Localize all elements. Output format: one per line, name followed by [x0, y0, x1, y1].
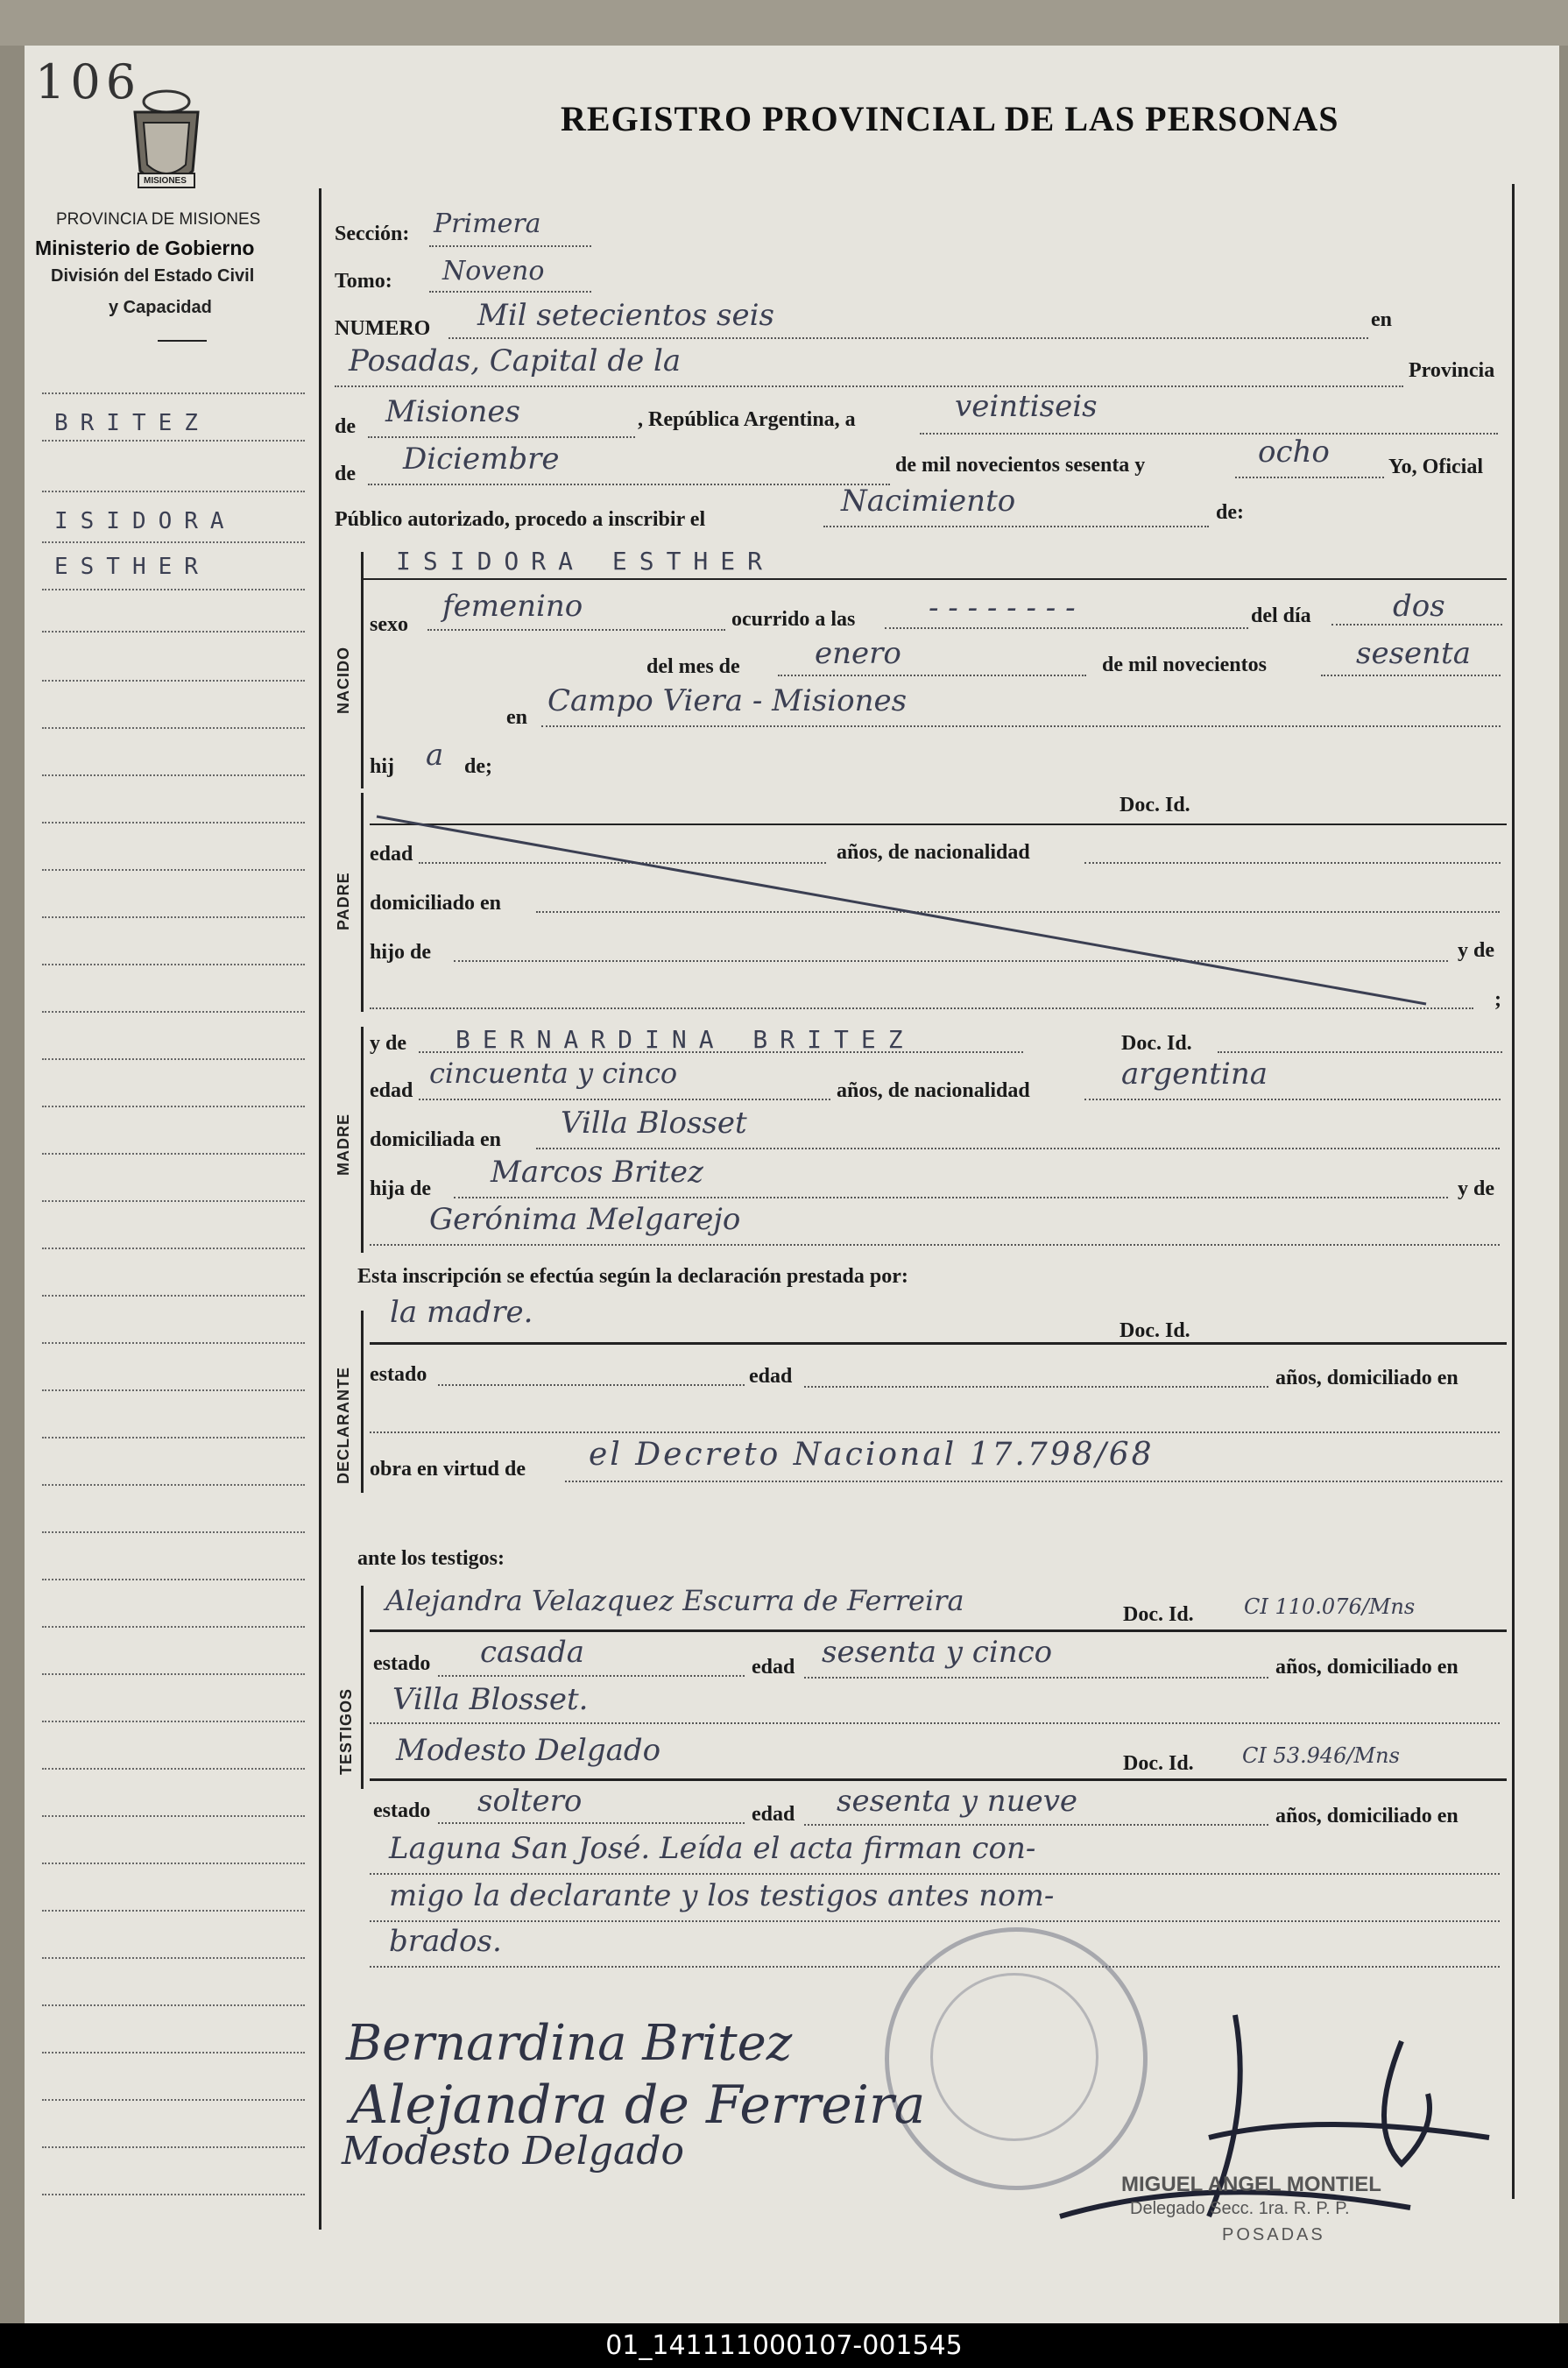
value-dia: dos [1393, 589, 1445, 624]
side-label-padre: PADRE [335, 872, 352, 930]
margin-line [42, 1248, 305, 1249]
value-madre-nombre: BERNARDINA BRITEZ [456, 1025, 915, 1054]
margin-line [42, 1910, 305, 1912]
label-del-mes: del mes de [646, 655, 740, 678]
section-rule [361, 1586, 364, 1789]
value-mes-acta: Diciembre [403, 442, 560, 477]
label-dom-declarante: años, domiciliado en [1275, 1367, 1459, 1389]
agency-capacity: y Capacidad [109, 298, 212, 317]
margin-line [42, 1106, 305, 1107]
label-doc-declarante: Doc. Id. [1119, 1319, 1190, 1342]
line-obra [565, 1481, 1502, 1482]
label-semicolon: ; [1494, 988, 1501, 1011]
line-dom-declarante [370, 1431, 1500, 1433]
label-provincia: Provincia [1409, 359, 1495, 382]
label-doc-testigo1: Doc. Id. [1123, 1603, 1194, 1626]
line-estado-declarante [438, 1384, 745, 1386]
value-seccion: Primera [434, 209, 541, 239]
section-rule [361, 1027, 364, 1253]
label-sexo: sexo [370, 613, 408, 636]
value-testigo1-edad: sesenta y cinco [822, 1635, 1053, 1670]
side-label-nacido: NACIDO [335, 647, 352, 714]
margin-line [42, 2052, 305, 2053]
label-del-dia: del día [1251, 604, 1311, 627]
margin-line [42, 1863, 305, 1864]
margin-given-1: ISIDORA [54, 508, 237, 534]
line-testigo2 [370, 1778, 1507, 1781]
margin-line [42, 1153, 305, 1155]
margin-line [42, 1389, 305, 1391]
value-testigo1-doc: CI 110.076/Mns [1244, 1594, 1416, 1619]
label-dom-testigo2: años, domiciliado en [1275, 1805, 1459, 1827]
label-estado-declarante: estado [370, 1363, 427, 1386]
label-edad-padre: edad [370, 843, 413, 866]
label-edad-testigo1: edad [752, 1656, 795, 1679]
official-place: POSADAS [1222, 2225, 1325, 2244]
side-label-declarante: DECLARANTE [335, 1367, 352, 1484]
value-madre-madre: Gerónima Melgarejo [429, 1202, 741, 1237]
value-tomo: Noveno [442, 256, 545, 286]
label-hija-de: hija de [370, 1177, 432, 1200]
page-title: REGISTRO PROVINCIAL DE LAS PERSONAS [561, 99, 1339, 138]
value-madre-dom: Villa Blosset [561, 1106, 747, 1141]
agency-division: División del Estado Civil [51, 266, 255, 286]
value-madre-edad: cincuenta y cinco [429, 1057, 678, 1090]
value-hora: - - - - - - - - [929, 590, 1076, 626]
label-edad-testigo2: edad [752, 1803, 795, 1826]
value-declarante: la madre. [390, 1295, 533, 1330]
label-mil: de mil novecientos sesenta y [895, 454, 1146, 477]
label-hij: hij [370, 755, 395, 778]
margin-line [42, 1531, 305, 1533]
margin-surname: BRITEZ [54, 410, 210, 436]
value-lugar-nac: Campo Viera - Misiones [547, 683, 908, 718]
official-name: MIGUEL ANGEL MONTIEL [1121, 2173, 1381, 2196]
value-nombre: ISIDORA ESTHER [396, 547, 775, 576]
line-hija-de [454, 1197, 1448, 1198]
margin-line [42, 1484, 305, 1486]
value-testigo1-estado: casada [480, 1635, 585, 1670]
margin-line [42, 2146, 305, 2148]
label-de-mes: de [335, 463, 356, 485]
cancel-strike [0, 0, 1568, 1051]
label-y-de-abuela: y de [1458, 1177, 1494, 1200]
label-nac-padre: años, de nacionalidad [837, 841, 1030, 864]
margin-line [42, 1058, 305, 1060]
label-y-de-madre: y de [370, 1032, 406, 1055]
label-edad-madre: edad [370, 1079, 413, 1102]
label-de-mil: de mil novecientos [1102, 654, 1267, 676]
value-cierre-2: migo la declarante y los testigos antes nom- [389, 1878, 1055, 1913]
margin-line [42, 1957, 305, 1959]
margin-line [42, 1342, 305, 1344]
margin-line [42, 2004, 305, 2006]
line-cierre-1 [370, 1873, 1500, 1875]
label-doc-padre: Doc. Id. [1119, 794, 1190, 816]
label-de-colon: de: [1216, 501, 1244, 524]
value-dia-acta: veintiseis [955, 389, 1098, 424]
line-testigo1 [370, 1629, 1507, 1632]
margin-line [42, 1200, 305, 1202]
value-testigo2: Modesto Delgado [396, 1733, 661, 1768]
line-cierre-2 [370, 1920, 1500, 1922]
image-caption: 01_141111000107-001545 [0, 2323, 1568, 2368]
label-ocurrido: ocurrido a las [731, 608, 856, 631]
value-acto: Nacimiento [841, 484, 1016, 519]
side-label-madre: MADRE [335, 1113, 352, 1176]
line-edad-declarante [804, 1386, 1268, 1388]
margin-line [42, 1437, 305, 1438]
label-republica: , República Argentina, a [638, 408, 856, 431]
margin-line [42, 1815, 305, 1817]
label-doc-madre: Doc. Id. [1121, 1032, 1192, 1055]
label-doc-testigo2: Doc. Id. [1123, 1752, 1194, 1775]
value-testigo2-estado: soltero [477, 1784, 583, 1819]
folio-number: 106 [35, 54, 142, 110]
value-anio-nac: sesenta [1356, 636, 1471, 671]
line-estado-testigo1 [438, 1675, 745, 1677]
line-declarante [370, 1342, 1507, 1345]
label-obra: obra en virtud de [370, 1458, 526, 1481]
label-ante: ante los testigos: [357, 1547, 505, 1570]
value-testigo1: Alejandra Velazquez Escurra de Ferreira [385, 1584, 964, 1617]
label-dom-madre: domiciliada en [370, 1128, 502, 1151]
label-numero: NUMERO [335, 317, 431, 340]
margin-line [42, 1768, 305, 1770]
agency-province: PROVINCIA DE MISIONES [56, 210, 261, 229]
signature-alejandra: Alejandra de Ferreira [350, 2075, 926, 2136]
value-sexo: femenino [442, 589, 583, 624]
value-madre-nac: argentina [1121, 1057, 1268, 1092]
label-estado-testigo2: estado [373, 1799, 431, 1822]
margin-line [42, 2099, 305, 2101]
line-edad-madre [419, 1099, 830, 1100]
label-en: en [1371, 308, 1392, 331]
label-y-de-padre: y de [1458, 939, 1494, 962]
line-doc-madre [1218, 1051, 1502, 1053]
value-hij-suffix: a [426, 738, 444, 773]
line-dom-testigo1 [370, 1722, 1500, 1724]
margin-line [42, 1626, 305, 1628]
label-nac-madre: años, de nacionalidad [837, 1079, 1030, 1102]
value-testigo2-edad: sesenta y nueve [837, 1784, 1078, 1819]
value-provincia: Misiones [385, 394, 520, 429]
signature-bernardina: Bernardina Britez [346, 2015, 793, 2072]
line-edad-testigo2 [804, 1824, 1268, 1826]
value-cierre-3: brados. [389, 1924, 502, 1959]
section-rule [361, 1311, 364, 1493]
line-abuela [370, 1244, 1500, 1246]
margin-line [42, 1721, 305, 1722]
margin-given-2: ESTHER [54, 554, 210, 580]
label-yo: Yo, Oficial [1388, 456, 1483, 478]
value-numero: Mil setecientos seis [477, 298, 774, 333]
line-edad-testigo1 [804, 1677, 1268, 1679]
label-en-lugar: en [506, 706, 527, 729]
label-inscripcion: Esta inscripción se efectúa según la declaración prestada por: [357, 1265, 908, 1288]
value-mes: enero [815, 636, 901, 671]
line-nac-madre [1084, 1099, 1501, 1100]
value-cierre-1: Laguna San José. Leída el acta firman con- [389, 1831, 1036, 1866]
label-estado-testigo1: estado [373, 1652, 431, 1675]
signature-modesto: Modesto Delgado [342, 2129, 684, 2174]
line-dom-madre [536, 1148, 1500, 1149]
margin-line [42, 1295, 305, 1297]
margin-line [42, 2194, 305, 2195]
label-dom-padre: domiciliado en [370, 892, 502, 915]
label-hijo-de: hijo de [370, 941, 432, 964]
value-madre-padre: Marcos Britez [491, 1155, 703, 1190]
label-tomo: Tomo: [335, 270, 392, 293]
label-de-provincia: de [335, 415, 356, 438]
margin-line [42, 1579, 305, 1580]
official-role: Delegado Secc. 1ra. R. P. P. [1130, 2199, 1350, 2218]
line-madre-nombre [419, 1051, 1023, 1053]
value-lugar: Posadas, Capital de la [349, 343, 682, 378]
value-testigo2-doc: CI 53.946/Mns [1242, 1743, 1400, 1768]
agency-ministry: Ministerio de Gobierno [35, 237, 255, 259]
margin-line [42, 1673, 305, 1675]
label-publico: Público autorizado, procedo a inscribir el [335, 508, 706, 531]
label-edad-declarante: edad [749, 1365, 793, 1388]
value-decreto: el Decreto Nacional 17.798/68 [589, 1437, 1155, 1473]
value-anio: ocho [1258, 435, 1330, 470]
seal-label: MISIONES [144, 176, 187, 186]
label-seccion: Sección: [335, 223, 410, 245]
label-de-semi: de; [464, 755, 492, 778]
label-dom-testigo1: años, domiciliado en [1275, 1656, 1459, 1679]
value-testigo1-dom: Villa Blosset. [392, 1682, 589, 1717]
line-estado-testigo2 [438, 1822, 745, 1824]
side-label-testigos: TESTIGOS [337, 1687, 355, 1775]
